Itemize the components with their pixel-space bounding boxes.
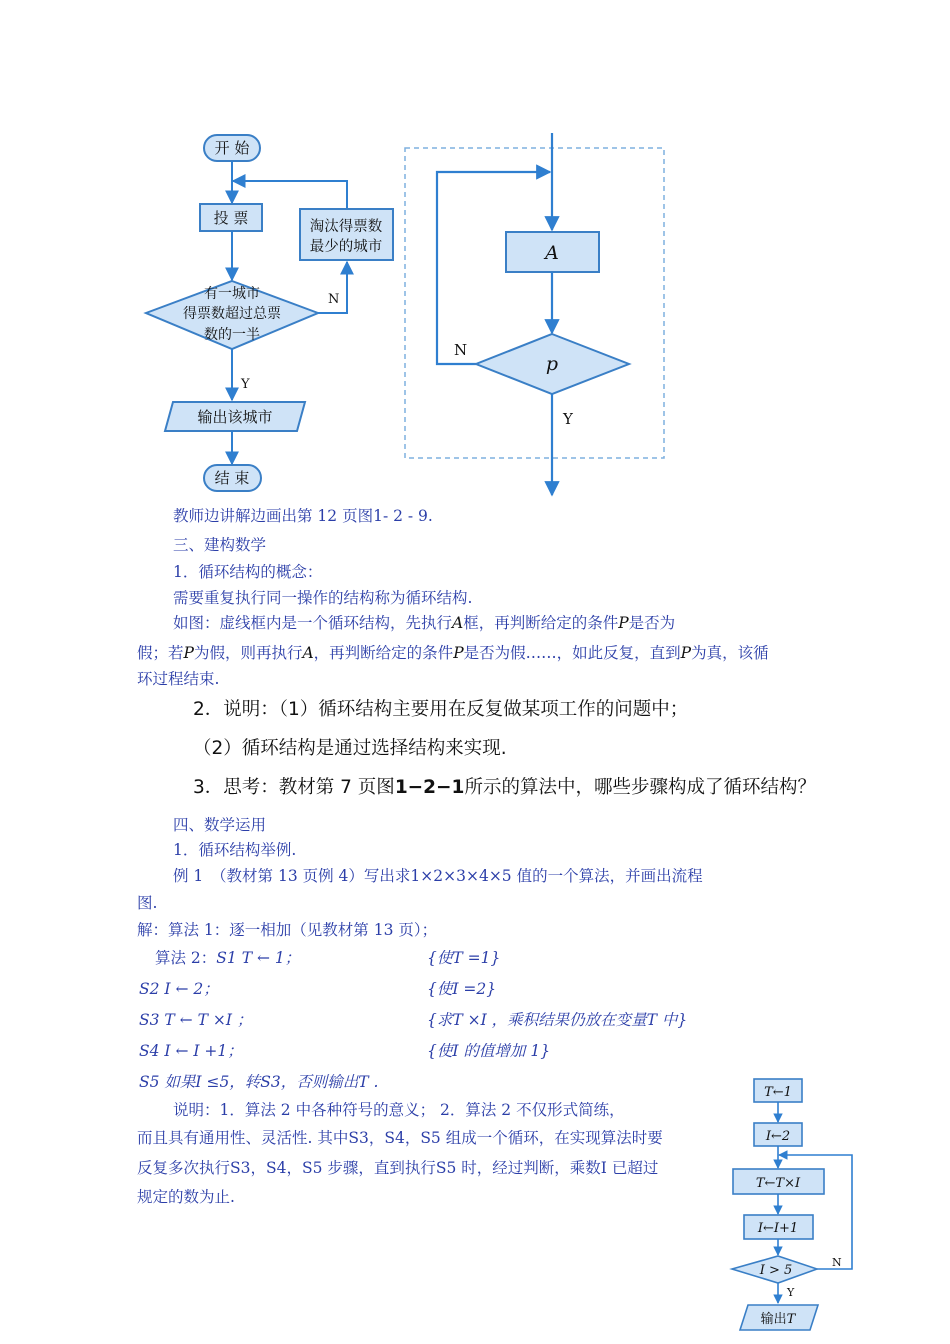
output-t-label xyxy=(761,1311,797,1327)
desc2-part-b: 为假，则再执行 xyxy=(193,644,303,662)
step5-code: S5 如果I ≤5，转S3，否则输出T . xyxy=(139,1073,379,1091)
increment-label: I←I+1 xyxy=(757,1221,799,1236)
step2-note: {使I =2} xyxy=(427,980,497,998)
explanation-line3: 反复多次执行S3，S4，S5 步骤，直到执行S5 时，经过判断，乘数I 已超过 xyxy=(137,1159,659,1177)
description-line1 xyxy=(173,613,675,633)
var-p: P xyxy=(453,644,464,662)
yes-label-3: Y xyxy=(787,1286,795,1299)
vote-label: 投 票 xyxy=(213,209,249,227)
example1-line1: 例 1 （教材第 13 页例 4）写出求1×2×3×4×5 值的一个算法，并画出流程 xyxy=(173,867,703,885)
output-t-prefix: 输出 xyxy=(760,1312,787,1327)
step2-code: S2 I ← 2； xyxy=(139,980,219,998)
init-i-label: I←2 xyxy=(765,1129,791,1144)
no-label-1: N xyxy=(328,292,340,307)
eliminate-label-line2: 最少的城市 xyxy=(309,239,383,255)
var-a: A xyxy=(452,614,464,632)
step3-note: {求T ×I ，乘积结果仍放在变量T 中} xyxy=(427,1011,688,1029)
var-p: P xyxy=(618,614,629,632)
think-part-a: 3．思考：教材第 7 页图 xyxy=(193,777,395,798)
desc1-part-c: 是否为 xyxy=(628,614,676,632)
var-p: P xyxy=(680,644,692,662)
start-label: 开 始 xyxy=(214,139,250,157)
solution-algorithm1: 解：算法 1：逐一相加（见教材第 13 页）； xyxy=(137,921,438,939)
explanation-line2: 而且具有通用性、灵活性. 其中S3，S4，S5 组成一个循环，在实现算法时要 xyxy=(137,1129,663,1147)
yes-label-1: Y xyxy=(241,377,250,392)
multiply-label: T←T×I xyxy=(755,1176,801,1191)
no-label-2: N xyxy=(454,341,468,359)
step1-note: {使T =1} xyxy=(427,949,501,967)
no-label-3: N xyxy=(832,1256,842,1269)
section-three-heading: 三、建构数学 xyxy=(173,536,267,554)
think-question xyxy=(193,776,816,800)
desc2-part-d: 是否为假……，如此反复，直到 xyxy=(463,644,681,662)
yes-label-2: Y xyxy=(563,410,573,428)
algorithm2-step1 xyxy=(155,948,300,968)
step3-code: S3 T ← T ×I ； xyxy=(139,1011,253,1029)
step4-note: {使I 的值增加 1} xyxy=(427,1042,551,1060)
flowchart-voting xyxy=(146,135,393,491)
note-usage: 2．说明：（1）循环结构主要用在反复做某项工作的问题中； xyxy=(193,699,689,720)
decision-line3: 数的一半 xyxy=(204,327,260,343)
caption-figure: 教师边讲解边画出第 12 页图1- 2 - 9. xyxy=(173,507,433,525)
condition-p-label: p xyxy=(545,353,559,375)
explanation-line1: 说明：1．算法 2 中各种符号的意义； 2．算法 2 不仅形式简练， xyxy=(173,1101,625,1119)
process-a-label: A xyxy=(545,242,559,264)
explanation-line4: 规定的数为止. xyxy=(137,1188,235,1206)
init-t-label: T←1 xyxy=(764,1085,792,1100)
var-p: P xyxy=(183,644,194,662)
note-implementation: （2）循环结构是通过选择结构来实现. xyxy=(193,738,507,759)
output-t-var: T xyxy=(786,1312,796,1327)
output-city-label: 输出该城市 xyxy=(197,408,273,426)
desc1-part-a: 如图：虚线框内是一个循环结构，先执行 xyxy=(173,614,453,632)
think-figure-ref: 1−2−1 xyxy=(394,777,465,798)
var-a: A xyxy=(302,644,314,662)
desc1-part-b: 框，再判断给定的条件 xyxy=(463,614,619,632)
eliminate-label-line1: 淘汰得票数 xyxy=(309,219,383,235)
example-title: 1．循环结构举例. xyxy=(173,841,297,859)
flowchart-product xyxy=(732,1079,852,1330)
think-part-c: 所示的算法中，哪些步骤构成了循环结构？ xyxy=(464,777,816,798)
concept-title: 1．循环结构的概念： xyxy=(173,563,323,581)
end-label: 结 束 xyxy=(214,469,250,487)
example1-line2: 图. xyxy=(137,894,158,912)
description-line3: 环过程结束. xyxy=(137,670,220,688)
flowchart-loop-structure xyxy=(405,133,664,495)
decision-line1: 有一城市 xyxy=(204,286,260,302)
desc2-part-c: ，再判断给定的条件 xyxy=(313,644,454,662)
condition-i-label: I > 5 xyxy=(759,1263,793,1278)
step4-code: S4 I ← I +1； xyxy=(139,1042,243,1060)
section-four-heading: 四、数学运用 xyxy=(173,816,267,834)
description-line2 xyxy=(137,643,769,663)
algorithm2-label: 算法 2： xyxy=(155,949,217,967)
step1-code: S1 T ← 1； xyxy=(216,949,301,967)
desc2-part-a: 假；若 xyxy=(137,644,184,662)
decision-line2: 得票数超过总票 xyxy=(183,306,281,322)
concept-definition: 需要重复执行同一操作的结构称为循环结构. xyxy=(173,589,473,607)
desc2-part-e: 为真，该循 xyxy=(691,644,769,662)
dashed-loop-frame xyxy=(405,148,664,458)
